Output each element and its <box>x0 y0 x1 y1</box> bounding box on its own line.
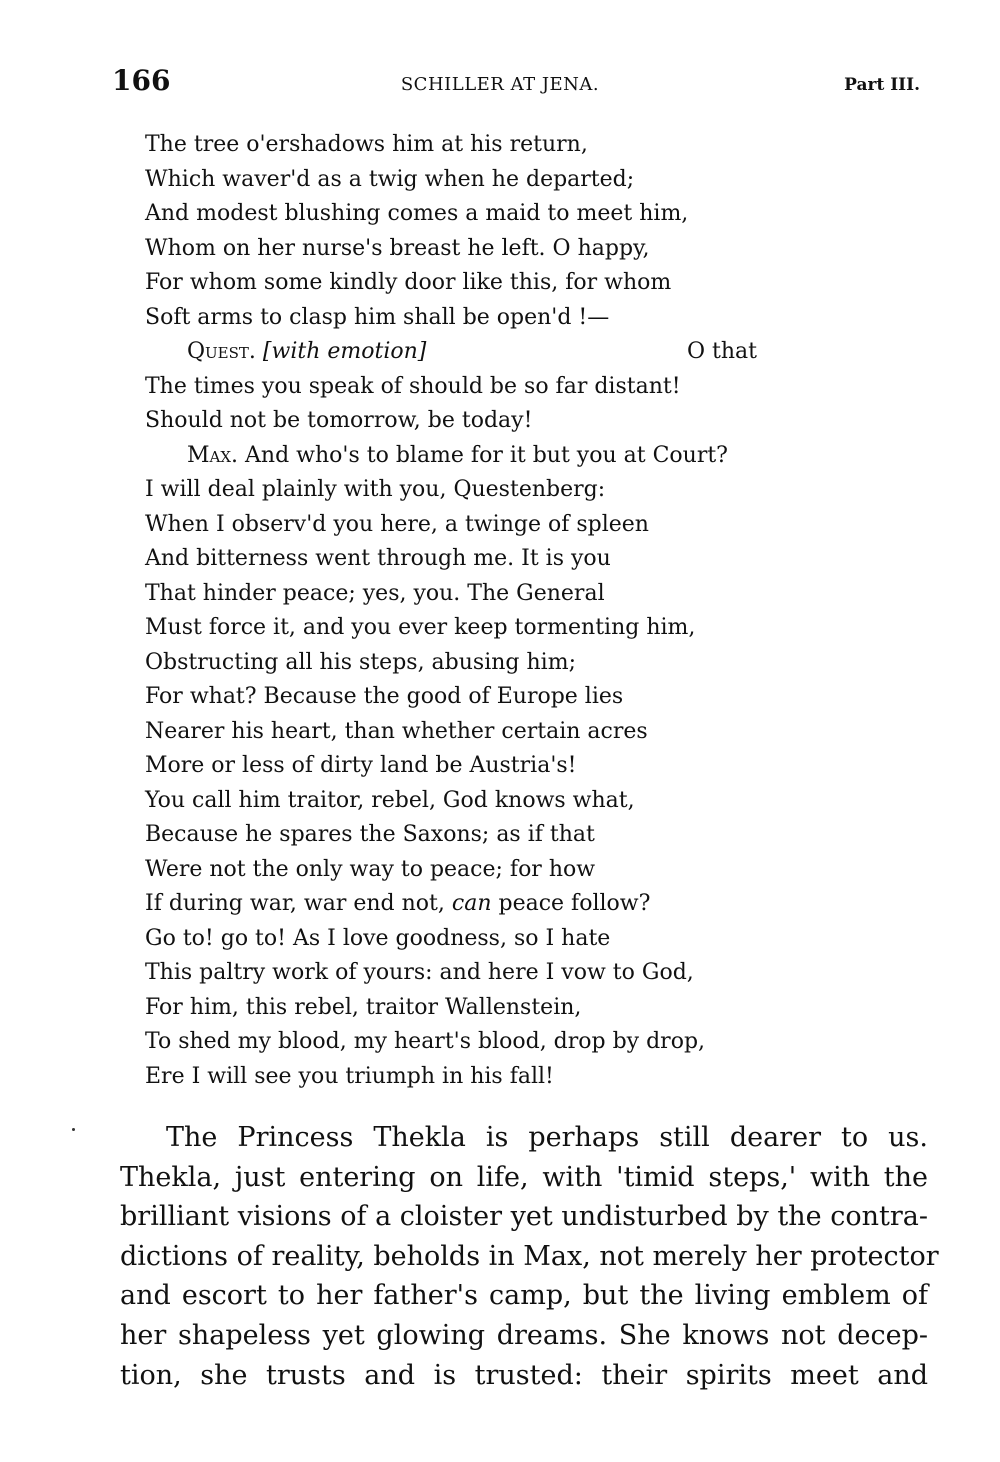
verse-line: Go to! go to! As I love goodness, so I hate <box>145 925 611 951</box>
prose-line: Thekla, just entering on life, with 'timid steps,' with the <box>120 1161 928 1193</box>
verse-line: For whom some kindly door like this, for whom <box>145 270 672 295</box>
verse-line: To shed my blood, my heart's blood, drop by drop, <box>145 1029 706 1054</box>
prose-line: her shapeless yet glowing dreams. She knows not decep- <box>120 1319 928 1351</box>
verse-line: Should not be tomorrow, be today! <box>145 408 533 433</box>
running-title: SCHILLER AT JENA. <box>400 74 600 95</box>
prose-line: The Princess Thekla is perhaps still dearer to us. <box>166 1122 928 1153</box>
quest-speech: O that <box>687 339 757 364</box>
verse-line: Ere I will see you triumph in his fall! <box>145 1063 554 1089</box>
verse-line: Soft arms to clasp him shall be open'd !— <box>145 304 610 330</box>
war-line-end: peace follow? <box>498 891 651 916</box>
verse-line-max <box>145 439 925 474</box>
prose-line: brilliant visions of a cloister yet undisturbed by the contra- <box>120 1201 928 1233</box>
verse-line: Nearer his heart, than whether certain acres <box>145 718 648 744</box>
verse-line: For him, this rebel, traitor Wallenstein, <box>145 994 582 1020</box>
part-label: Part III. <box>844 75 920 95</box>
page-header <box>0 64 1000 104</box>
verse-line: I will deal plainly with you, Questenberg: <box>145 477 606 502</box>
verse-line: Must force it, and you ever keep tormenting him, <box>145 615 696 640</box>
prose-line: dictions of reality, beholds in Max, not merely her protector <box>120 1240 939 1272</box>
verse-line: Because he spares the Saxons; as if that <box>145 822 595 847</box>
verse-line: The tree o'ershadows him at his return, <box>145 132 588 157</box>
verse-line: More or less of dirty land be Austria's! <box>145 753 577 778</box>
prose-line: and escort to her father's camp, but the living emblem of <box>120 1280 928 1312</box>
speaker-max: Max. <box>187 442 239 468</box>
verse-line: Obstructing all his steps, abusing him; <box>145 649 576 675</box>
page-number: 166 <box>112 64 171 97</box>
verse-line-war <box>145 887 925 922</box>
ink-speck <box>72 1128 75 1131</box>
verse-line: And modest blushing comes a maid to meet him, <box>145 201 689 226</box>
prose-paragraph <box>120 1118 939 1395</box>
verse-line: Were not the only way to peace; for how <box>145 856 596 882</box>
verse-line: Which waver'd as a twig when he departed; <box>145 166 635 192</box>
max-speech: And who's to blame for it but you at Court? <box>245 442 728 468</box>
verse-line: The times you speak of should be so far distant! <box>145 373 681 399</box>
stage-direction: [with emotion] <box>262 339 427 364</box>
speaker-quest: Quest. <box>187 339 256 364</box>
verse-line: For what? Because the good of Europe lies <box>145 684 624 709</box>
prose-line: tion, she trusts and is trusted: their spirits meet and <box>120 1359 928 1391</box>
verse-line: You call him traitor, rebel, God knows what, <box>145 787 635 813</box>
verse-line: This paltry work of yours: and here I vow to God, <box>145 960 694 985</box>
verse-line: When I observ'd you here, a twinge of spleen <box>145 511 649 537</box>
war-line-start: If during war, war end not, <box>145 891 445 916</box>
verse-line-questenberg <box>145 335 925 370</box>
verse-line: And bitterness went through me. It is you <box>145 546 611 571</box>
verse-line: Whom on her nurse's breast he left. O happy, <box>145 235 650 261</box>
verse-passage <box>145 128 925 1094</box>
verse-line: That hinder peace; yes, you. The General <box>145 580 605 606</box>
emphasis-can: can <box>451 891 492 916</box>
